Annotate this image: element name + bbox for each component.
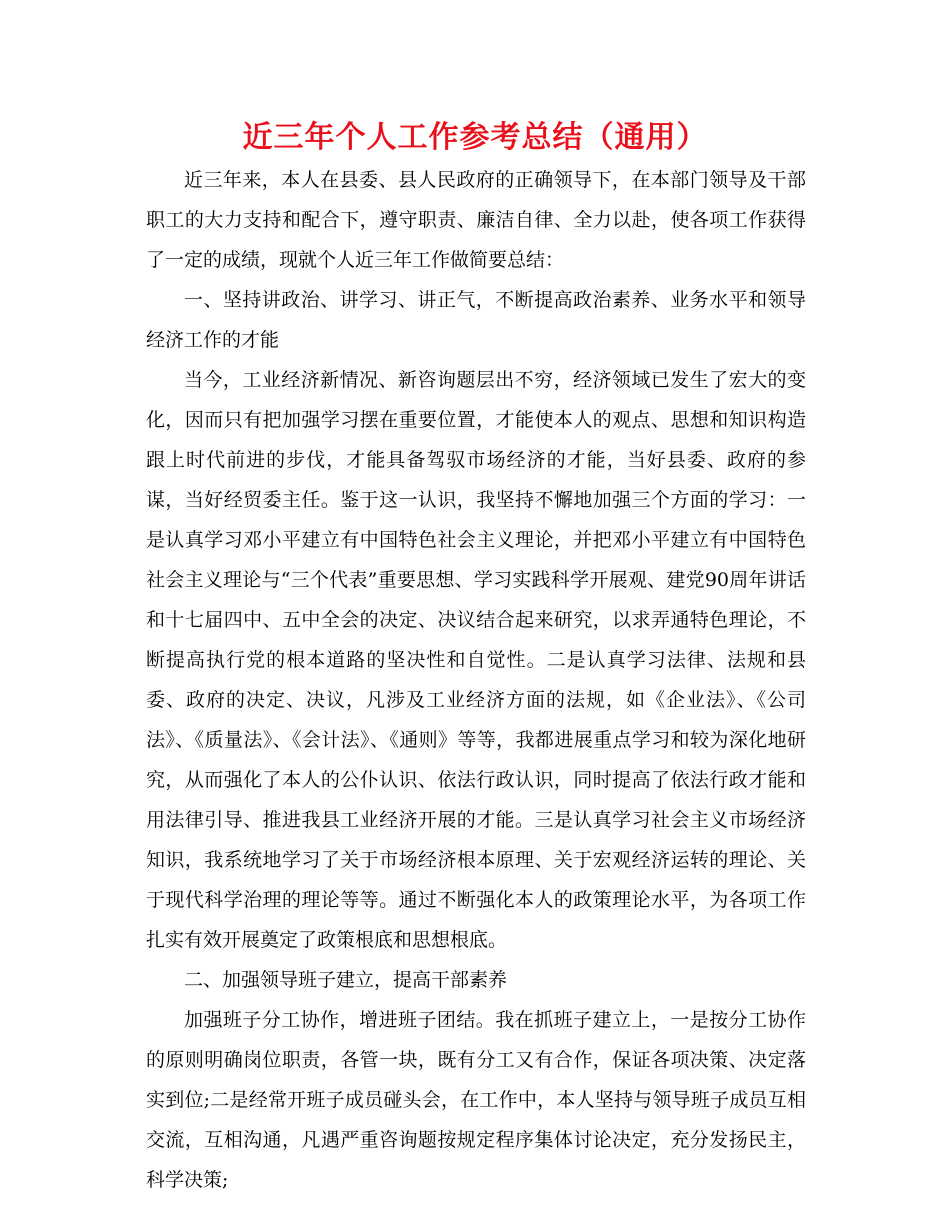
section-heading-2: 二、加强领导班子建立，提高干部素养: [184, 969, 508, 991]
paragraph-study: 当今，工业经济新情况、新咨询题层出不穷，经济领域已发生了宏大的变化，因而只有把加强学习摆在重要位置，才能使本人的观点、思想和知识构造跟上时代前进的步伐，才能具备驾驭市场经济的才能，当好县委、政府的参谋，当好经贸委主任。鉴于这一认识，我坚持不懈地加强三个方面的学习：一是认真学习邓小平建立有中国特色社会主义理论，并把邓小平建立有中国特色社会主义理论与“三个代表”重要思想、学习实践科学开展观、建党90周年讲话和十七届四中、五中全会的决定、决议结合起来研究，以求弄通特色理论，不断提高执行党的根本道路的坚决性和自觉性。二是认真学习法律、法规和县委、政府的决定、决议，凡涉及工业经济方面的法规，如《企业法》、《公司法》、《质量法》、《会计法》、《通则》等等，我都进展重点学习和较为深化地研究，从而强化了本人的公仆认识、依法行政认识，同时提高了依法行政才能和用法律引导、推进我县工业经济开展的才能。三是认真学习社会主义市场经济知识，我系统地学习了关于市场经济根本原理、关于宏观经济运转的理论、关于现代科学治理的理论等等。通过不断强化本人的政策理论水平，为各项工作扎实有效开展奠定了政策根底和思想根底。: [146, 369, 806, 951]
paragraph-intro: 近三年来，本人在县委、县人民政府的正确领导下，在本部门领导及干部职工的大力支持和配合下，遵守职责、廉洁自律、全力以赴，使各项工作获得了一定的成绩，现就个人近三年工作做简要总结：: [146, 169, 806, 271]
document-title: 近三年个人工作参考总结（通用）: [242, 120, 708, 155]
document-body: [146, 160, 806, 1200]
paragraph-team: 加强班子分工协作，增进班子团结。我在抓班子建立上，一是按分工协作的原则明确岗位职责，各管一块，既有分工又有合作，保证各项决策、决定落实到位;二是经常开班子成员碰头会，在工作中，本人坚持与领导班子成员互相交流，互相沟通，凡遇严重咨询题按规定程序集体讨论决定，充分发扬民主，科学决策;: [146, 1009, 806, 1191]
section-heading-1: 一、坚持讲政治、讲学习、讲正气，不断提高政治素养、业务水平和领导经济工作的才能: [146, 289, 806, 351]
